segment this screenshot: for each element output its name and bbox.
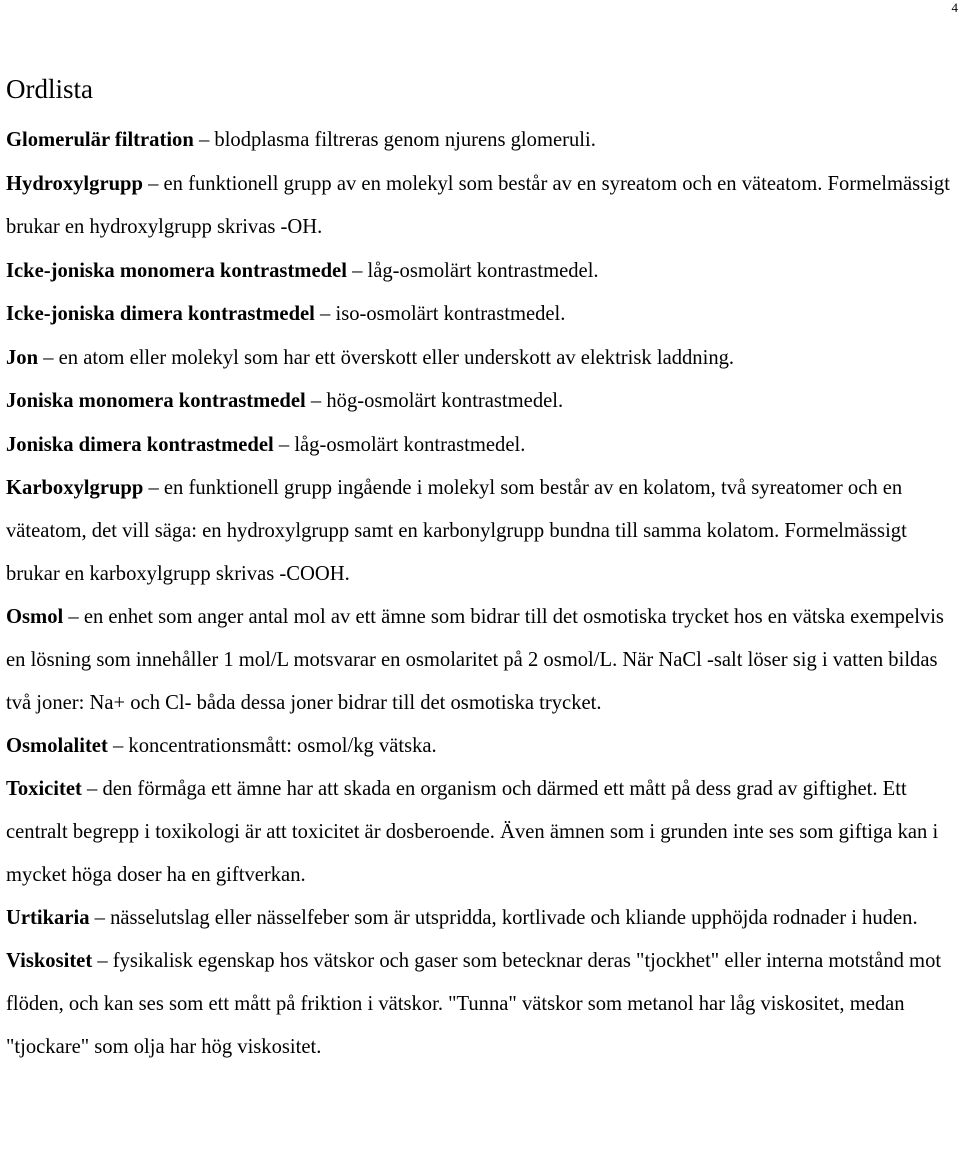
term-separator: – <box>63 606 84 628</box>
glossary-term: Jon <box>6 346 39 369</box>
glossary-term: Osmolalitet <box>6 735 108 757</box>
glossary-definition: koncentrationsmått: osmol/kg vätska. <box>128 735 437 757</box>
glossary-term: Karboxylgrupp <box>6 477 144 499</box>
term-separator: – <box>81 778 103 800</box>
glossary-entry <box>6 380 956 424</box>
glossary-entry <box>6 293 956 337</box>
glossary-definition: en funktionell grupp av en molekyl som består av en syreatom och en väteatom. Formelmässigt brukar en hydroxylgrupp skrivas -OH. <box>6 172 950 238</box>
glossary-entry <box>6 119 956 163</box>
term-separator: – <box>107 735 129 757</box>
term-separator: – <box>89 907 111 929</box>
term-separator: – <box>273 433 295 456</box>
glossary-term: Viskositet <box>6 950 93 972</box>
page-number: 4 <box>951 0 958 15</box>
glossary-term: Toxicitet <box>6 778 82 800</box>
glossary-term: Joniska dimera kontrastmedel <box>6 433 274 456</box>
term-separator: – <box>346 259 368 282</box>
glossary-definition: låg-osmolärt kontrastmedel. <box>367 259 599 282</box>
glossary-definition: hög-osmolärt kontrastmedel. <box>326 390 564 412</box>
glossary-entry <box>6 250 956 294</box>
term-separator: – <box>305 390 327 412</box>
glossary-entry <box>6 897 956 940</box>
term-separator: – <box>314 303 336 325</box>
glossary-definition: låg-osmolärt kontrastmedel. <box>294 433 526 456</box>
glossary-definition: nässelutslag eller nässelfeber som är utspridda, kortlivade och kliande upphöjda rodnader i huden. <box>110 907 918 929</box>
glossary-entry <box>6 596 956 725</box>
glossary-term: Urtikaria <box>6 907 90 929</box>
term-separator: – <box>193 129 215 151</box>
glossary-definition: blodplasma filtreras genom njurens glomeruli. <box>214 129 596 151</box>
glossary-definition: den förmåga ett ämne har att skada en organism och därmed ett mått på dess grad av giftighet. Ett centralt begrepp i toxikologi är att toxicitet är dosberoende. Även ämnen som i grunden inte ses som giftiga kan i mycket höga doser ha en giftverkan. <box>6 778 939 886</box>
term-separator: – <box>143 477 164 499</box>
glossary-term: Glomerulär filtration <box>6 129 194 151</box>
glossary-entry <box>6 940 956 1069</box>
glossary-term: Joniska monomera kontrastmedel <box>6 390 306 412</box>
glossary-entry <box>6 768 956 897</box>
glossary-list <box>6 119 956 1069</box>
glossary-definition: en atom eller molekyl som har ett överskott eller underskott av elektrisk laddning. <box>58 346 735 369</box>
term-separator: – <box>142 172 164 195</box>
term-separator: – <box>38 346 59 369</box>
glossary-entry <box>6 337 956 381</box>
glossary-definition: en funktionell grupp ingående i molekyl som består av en kolatom, två syreatomer och en väteatom, det vill säga: en hydroxylgrupp samt en karbonylgrupp bundna till samma kolatom. Formelmässigt brukar en karboxylgrupp skrivas -COOH. <box>6 477 907 585</box>
glossary-definition: en enhet som anger antal mol av ett ämne som bidrar till det osmotiska trycket hos en vätska exempelvis en lösning som innehåller 1 mol/L motsvarar en osmolaritet på 2 osmol/L. När NaCl -salt löser sig i vatten bildas två joner: Na+ och Cl- båda dessa joner bidrar till det osmotiska trycket. <box>6 606 944 714</box>
glossary-term: Osmol <box>6 606 64 628</box>
glossary-definition: fysikalisk egenskap hos vätskor och gaser som betecknar deras "tjockhet" eller interna motstånd mot flöden, och kan ses som ett mått på friktion i vätskor. "Tunna" vätskor som metanol har låg viskositet, medan "tjockare" som olja har hög viskositet. <box>6 950 942 1058</box>
glossary-entry <box>6 467 956 596</box>
glossary-term: Icke-joniska dimera kontrastmedel <box>6 303 315 325</box>
glossary-entry <box>6 163 956 250</box>
page-title: Ordlista <box>6 74 93 104</box>
glossary-entry <box>6 725 956 768</box>
glossary-definition: iso-osmolärt kontrastmedel. <box>335 303 566 325</box>
glossary-entry <box>6 424 956 468</box>
term-separator: – <box>92 950 113 972</box>
glossary-term: Icke-joniska monomera kontrastmedel <box>6 259 347 282</box>
glossary-term: Hydroxylgrupp <box>6 172 143 195</box>
